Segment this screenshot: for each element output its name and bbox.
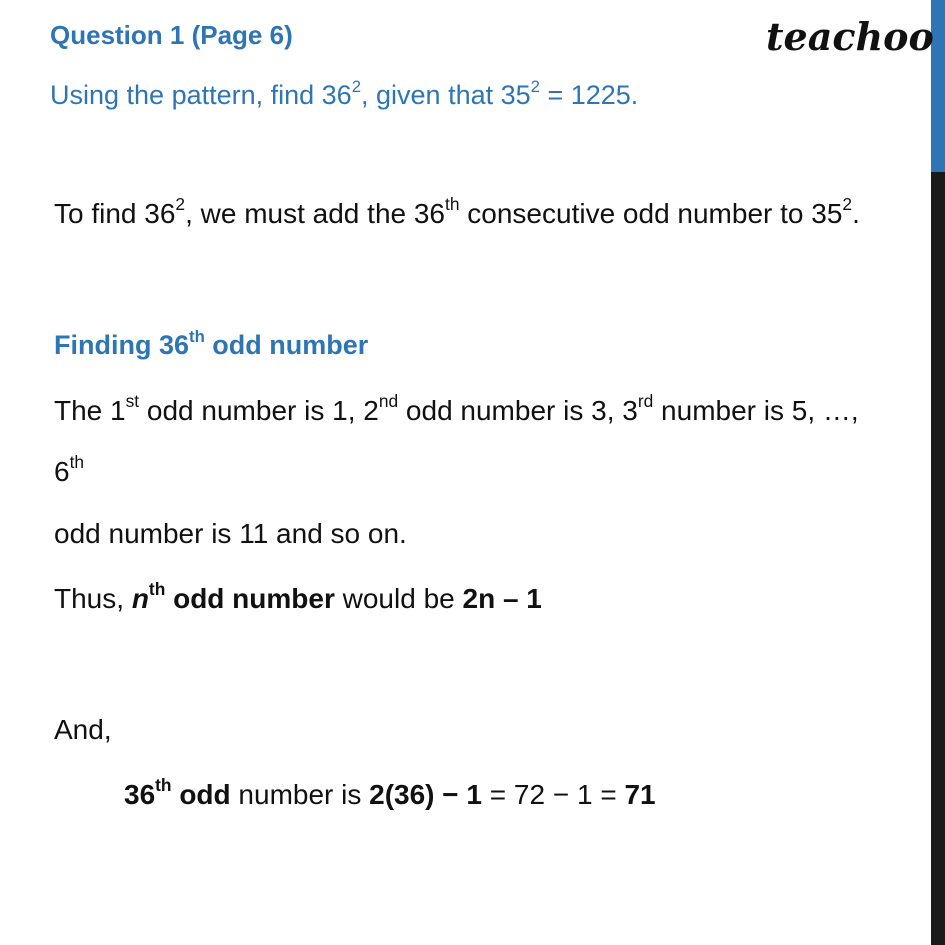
section-heading: Finding 36th odd number [54, 326, 369, 360]
teachoo-logo: teachoo [766, 14, 934, 59]
pattern-line-1: The 1st odd number is 1, 2nd odd number is 3, 3rd number is 5, …, [54, 391, 859, 426]
formula: 2n – 1 [462, 583, 542, 614]
intro-line: To find $36^2$, we must add the 36th consecutive odd number to $35^2$. [54, 194, 860, 229]
and-line: And, [54, 714, 112, 745]
final-answer: 71 [624, 779, 656, 810]
pattern-line-3: odd number is 11 and so on. [54, 518, 407, 549]
question-title: Question 1 (Page 6) [50, 20, 293, 50]
question-text: Using the pattern, find $36^2$, given that $35^2 = 1225$. [50, 76, 639, 110]
side-accent-bar [931, 0, 945, 945]
side-accent-dark [931, 172, 945, 945]
result-line: 36th odd number is 2(36) − 1 = 72 − 1 = 71 [124, 775, 656, 810]
pattern-line-2: 6th [54, 452, 85, 487]
formula-line: Thus, $n^{th}$ odd number would be 2n – 1 [54, 579, 542, 614]
